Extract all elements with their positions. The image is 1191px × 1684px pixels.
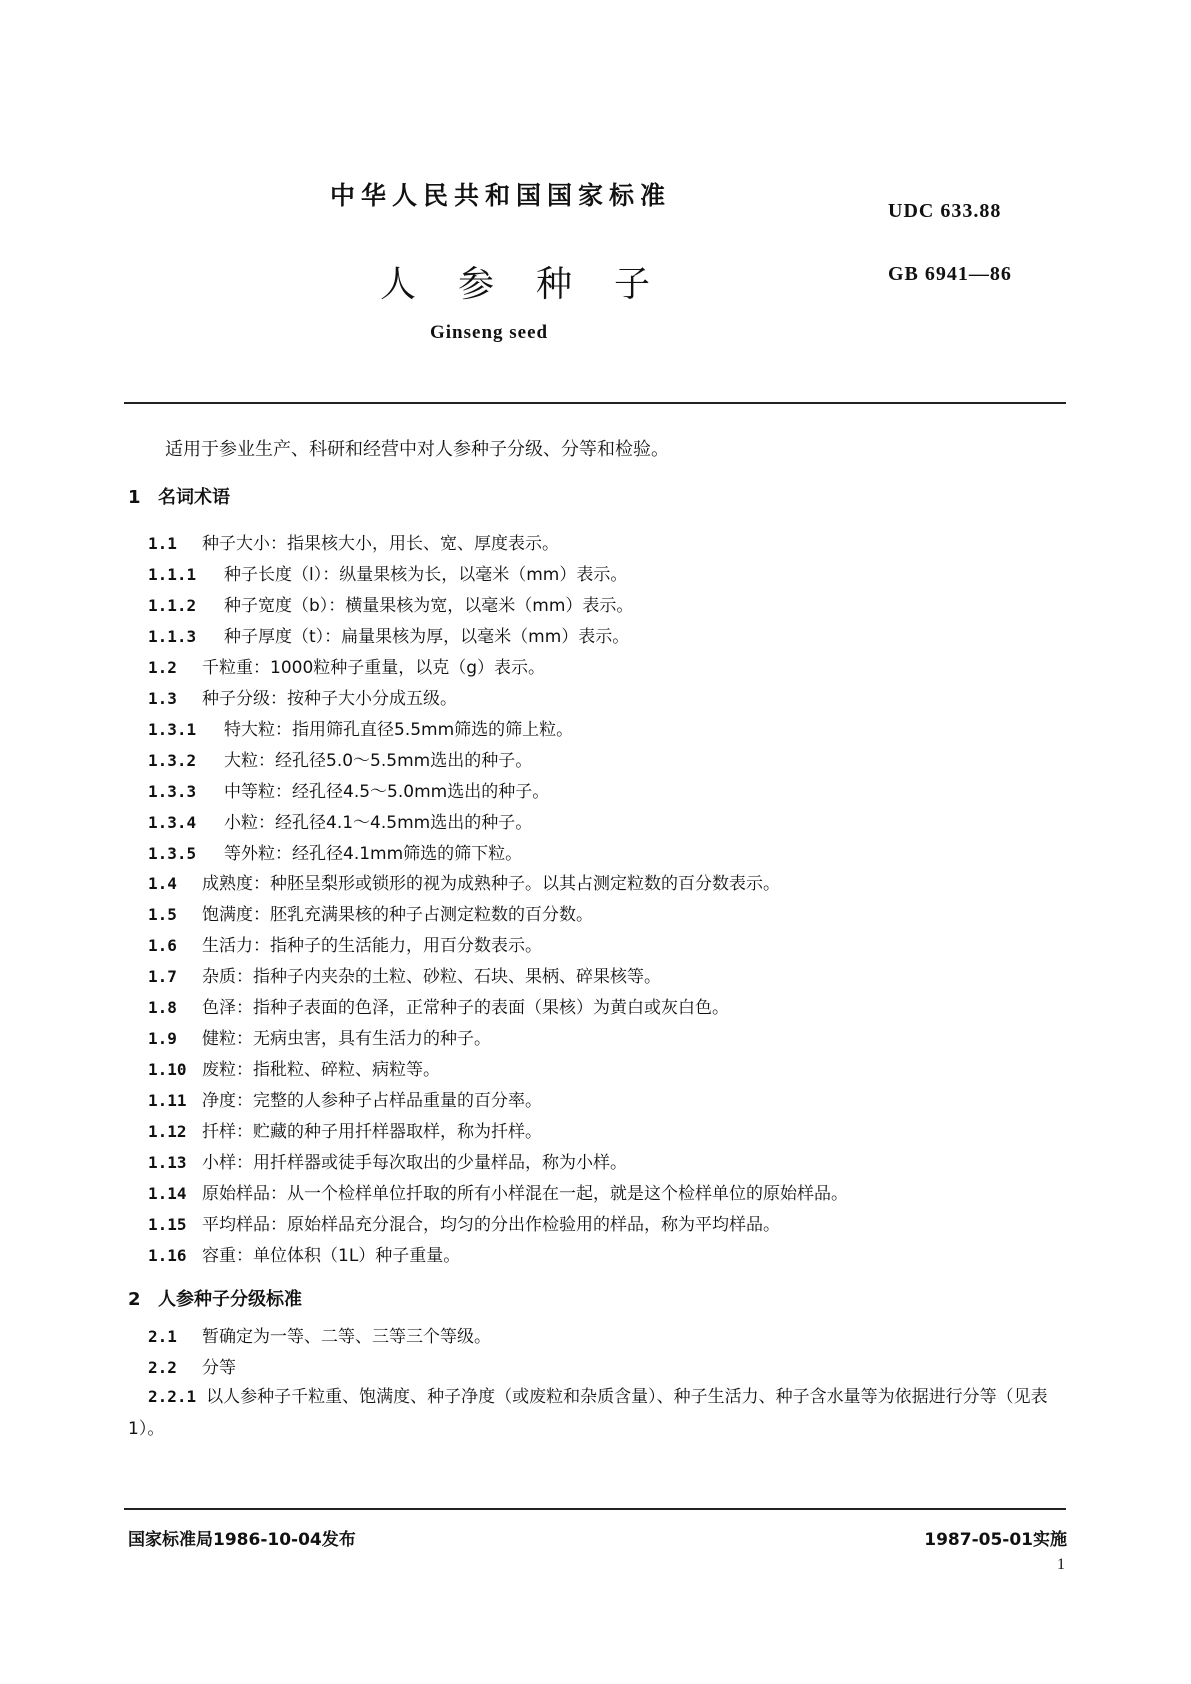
clause-text: 小样：用扦样器或徒手每次取出的少量样品，称为小样。 [202, 1153, 627, 1173]
clause-text: 原始样品：从一个检样单位扦取的所有小样混在一起，就是这个检样单位的原始样品。 [202, 1184, 848, 1204]
clause-number: 1.8 [148, 998, 177, 1017]
clause-number: 1.6 [148, 936, 177, 955]
clause-text: 种子宽度（b）：横量果核为宽，以毫米（mm）表示。 [224, 596, 634, 616]
udc-code: UDC 633.88 [888, 200, 1002, 222]
clause-item [148, 1179, 848, 1204]
section-number: 2 [128, 1289, 141, 1310]
clause-text: 色泽：指种子表面的色泽，正常种子的表面（果核）为黄白或灰白色。 [202, 998, 729, 1018]
header-divider [124, 402, 1066, 404]
clause-text: 生活力：指种子的生活能力，用百分数表示。 [202, 936, 542, 956]
clause-number: 1.3.3 [148, 782, 197, 801]
clause-number: 1.1.1 [148, 565, 197, 584]
clause-item [148, 1086, 542, 1111]
section-number: 1 [128, 487, 141, 508]
clause-number: 1.4 [148, 874, 177, 893]
clause-number: 1.14 [148, 1184, 187, 1203]
clause-item [148, 1055, 440, 1080]
clause-text: 种子分级：按种子大小分成五级。 [202, 689, 457, 709]
clause-item [148, 1353, 236, 1378]
clause-number: 2.2.1 [148, 1387, 197, 1406]
clause-text: 种子厚度（t）：扁量果核为厚，以毫米（mm）表示。 [224, 627, 630, 647]
clause-item [148, 900, 593, 925]
clause-number: 1.10 [148, 1060, 187, 1079]
clause-number: 1.3 [148, 689, 177, 708]
clause-number: 1.3.5 [148, 844, 197, 863]
clause-text: 净度：完整的人参种子占样品重量的百分率。 [202, 1091, 542, 1111]
clause-text: 种子大小：指果核大小，用长、宽、厚度表示。 [202, 534, 559, 554]
section-title: 名词术语 [158, 487, 230, 508]
clause-number: 1.15 [148, 1215, 187, 1234]
clause-item [148, 1148, 627, 1173]
clause-item [148, 622, 629, 647]
clause-number: 1.1.3 [148, 627, 197, 646]
clause-text: 大粒：经孔径5.0～5.5mm选出的种子。 [224, 751, 533, 771]
clause-item [148, 560, 627, 585]
document-title: 人参种子 [380, 264, 693, 305]
clause-item [148, 993, 729, 1018]
clause-number: 1.11 [148, 1091, 187, 1110]
clause-text: 中等粒：经孔径4.5～5.0mm选出的种子。 [224, 782, 550, 802]
clause-item [148, 1322, 491, 1347]
clause-item [148, 839, 522, 864]
clause-text: 种子长度（l）：纵量果核为长，以毫米（mm）表示。 [224, 565, 628, 585]
clause-text: 暂确定为一等、二等、三等三个等级。 [202, 1327, 491, 1347]
clause-number: 1.7 [148, 967, 177, 986]
effective-date: 1987-05-01实施 [924, 1530, 1067, 1550]
clause-number: 2.2 [148, 1358, 177, 1377]
clause-text: 扦样：贮藏的种子用扦样器取样，称为扦样。 [202, 1122, 542, 1142]
standard-header: 中华人民共和国国家标准 [330, 181, 672, 210]
scope-statement: 适用于参业生产、科研和经营中对人参种子分级、分等和检验。 [165, 439, 669, 460]
clause-number: 1.16 [148, 1246, 187, 1265]
clause-number: 2.1 [148, 1327, 177, 1346]
clause-number: 1.9 [148, 1029, 177, 1048]
clause-paragraph [128, 1381, 1068, 1445]
clause-item [148, 962, 661, 987]
clause-text: 成熟度：种胚呈梨形或锁形的视为成熟种子。以其占测定粒数的百分数表示。 [202, 874, 780, 894]
clause-item [148, 777, 549, 802]
clause-number: 1.3.4 [148, 813, 197, 832]
english-title: Ginseng seed [430, 322, 549, 343]
clause-number: 1.2 [148, 658, 177, 677]
clause-number: 1.1.2 [148, 596, 197, 615]
gb-number: GB 6941—86 [888, 263, 1012, 285]
clause-item [148, 1210, 780, 1235]
clause-number: 1.3.2 [148, 751, 197, 770]
clause-item [148, 715, 573, 740]
clause-item [148, 529, 559, 554]
clause-item [148, 931, 542, 956]
clause-text: 小粒：经孔径4.1～4.5mm选出的种子。 [224, 813, 533, 833]
footer-divider [124, 1508, 1066, 1510]
section-title: 人参种子分级标准 [158, 1289, 302, 1310]
issue-date: 国家标准局1986-10-04发布 [128, 1530, 356, 1550]
clause-text: 饱满度：胚乳充满果核的种子占测定粒数的百分数。 [202, 905, 593, 925]
clause-text: 以人参种子千粒重、饱满度、种子净度（或废粒和杂质含量）、种子生活力、种子含水量等为依据进行分等（见表1）。 [128, 1387, 1048, 1439]
section-2-heading [128, 1285, 302, 1311]
clause-number: 1.5 [148, 905, 177, 924]
clause-number: 1.12 [148, 1122, 187, 1141]
clause-item [148, 591, 633, 616]
clause-text: 千粒重：1000粒种子重量，以克（g）表示。 [202, 658, 546, 678]
clause-item [148, 1241, 460, 1266]
clause-text: 平均样品：原始样品充分混合，均匀的分出作检验用的样品，称为平均样品。 [202, 1215, 780, 1235]
clause-text: 等外粒：经孔径4.1mm筛选的筛下粒。 [224, 844, 523, 864]
clause-text: 健粒：无病虫害，具有生活力的种子。 [202, 1029, 491, 1049]
clause-item [148, 1024, 491, 1049]
clause-text: 废粒：指秕粒、碎粒、病粒等。 [202, 1060, 440, 1080]
clause-item [148, 869, 780, 894]
clause-text: 杂质：指种子内夹杂的土粒、砂粒、石块、果柄、碎果核等。 [202, 967, 661, 987]
clause-item [148, 684, 457, 709]
clause-number: 1.3.1 [148, 720, 197, 739]
clause-number: 1.1 [148, 534, 177, 553]
clause-text: 分等 [202, 1358, 236, 1378]
clause-text: 容重：单位体积（1L）种子重量。 [202, 1246, 461, 1266]
page-number: 1 [1057, 1556, 1065, 1573]
clause-item [148, 653, 545, 678]
section-1-heading [128, 483, 230, 509]
clause-item [148, 808, 532, 833]
clause-item [148, 1117, 542, 1142]
clause-number: 1.13 [148, 1153, 187, 1172]
clause-text: 特大粒：指用筛孔直径5.5mm筛选的筛上粒。 [224, 720, 574, 740]
clause-item [148, 746, 532, 771]
